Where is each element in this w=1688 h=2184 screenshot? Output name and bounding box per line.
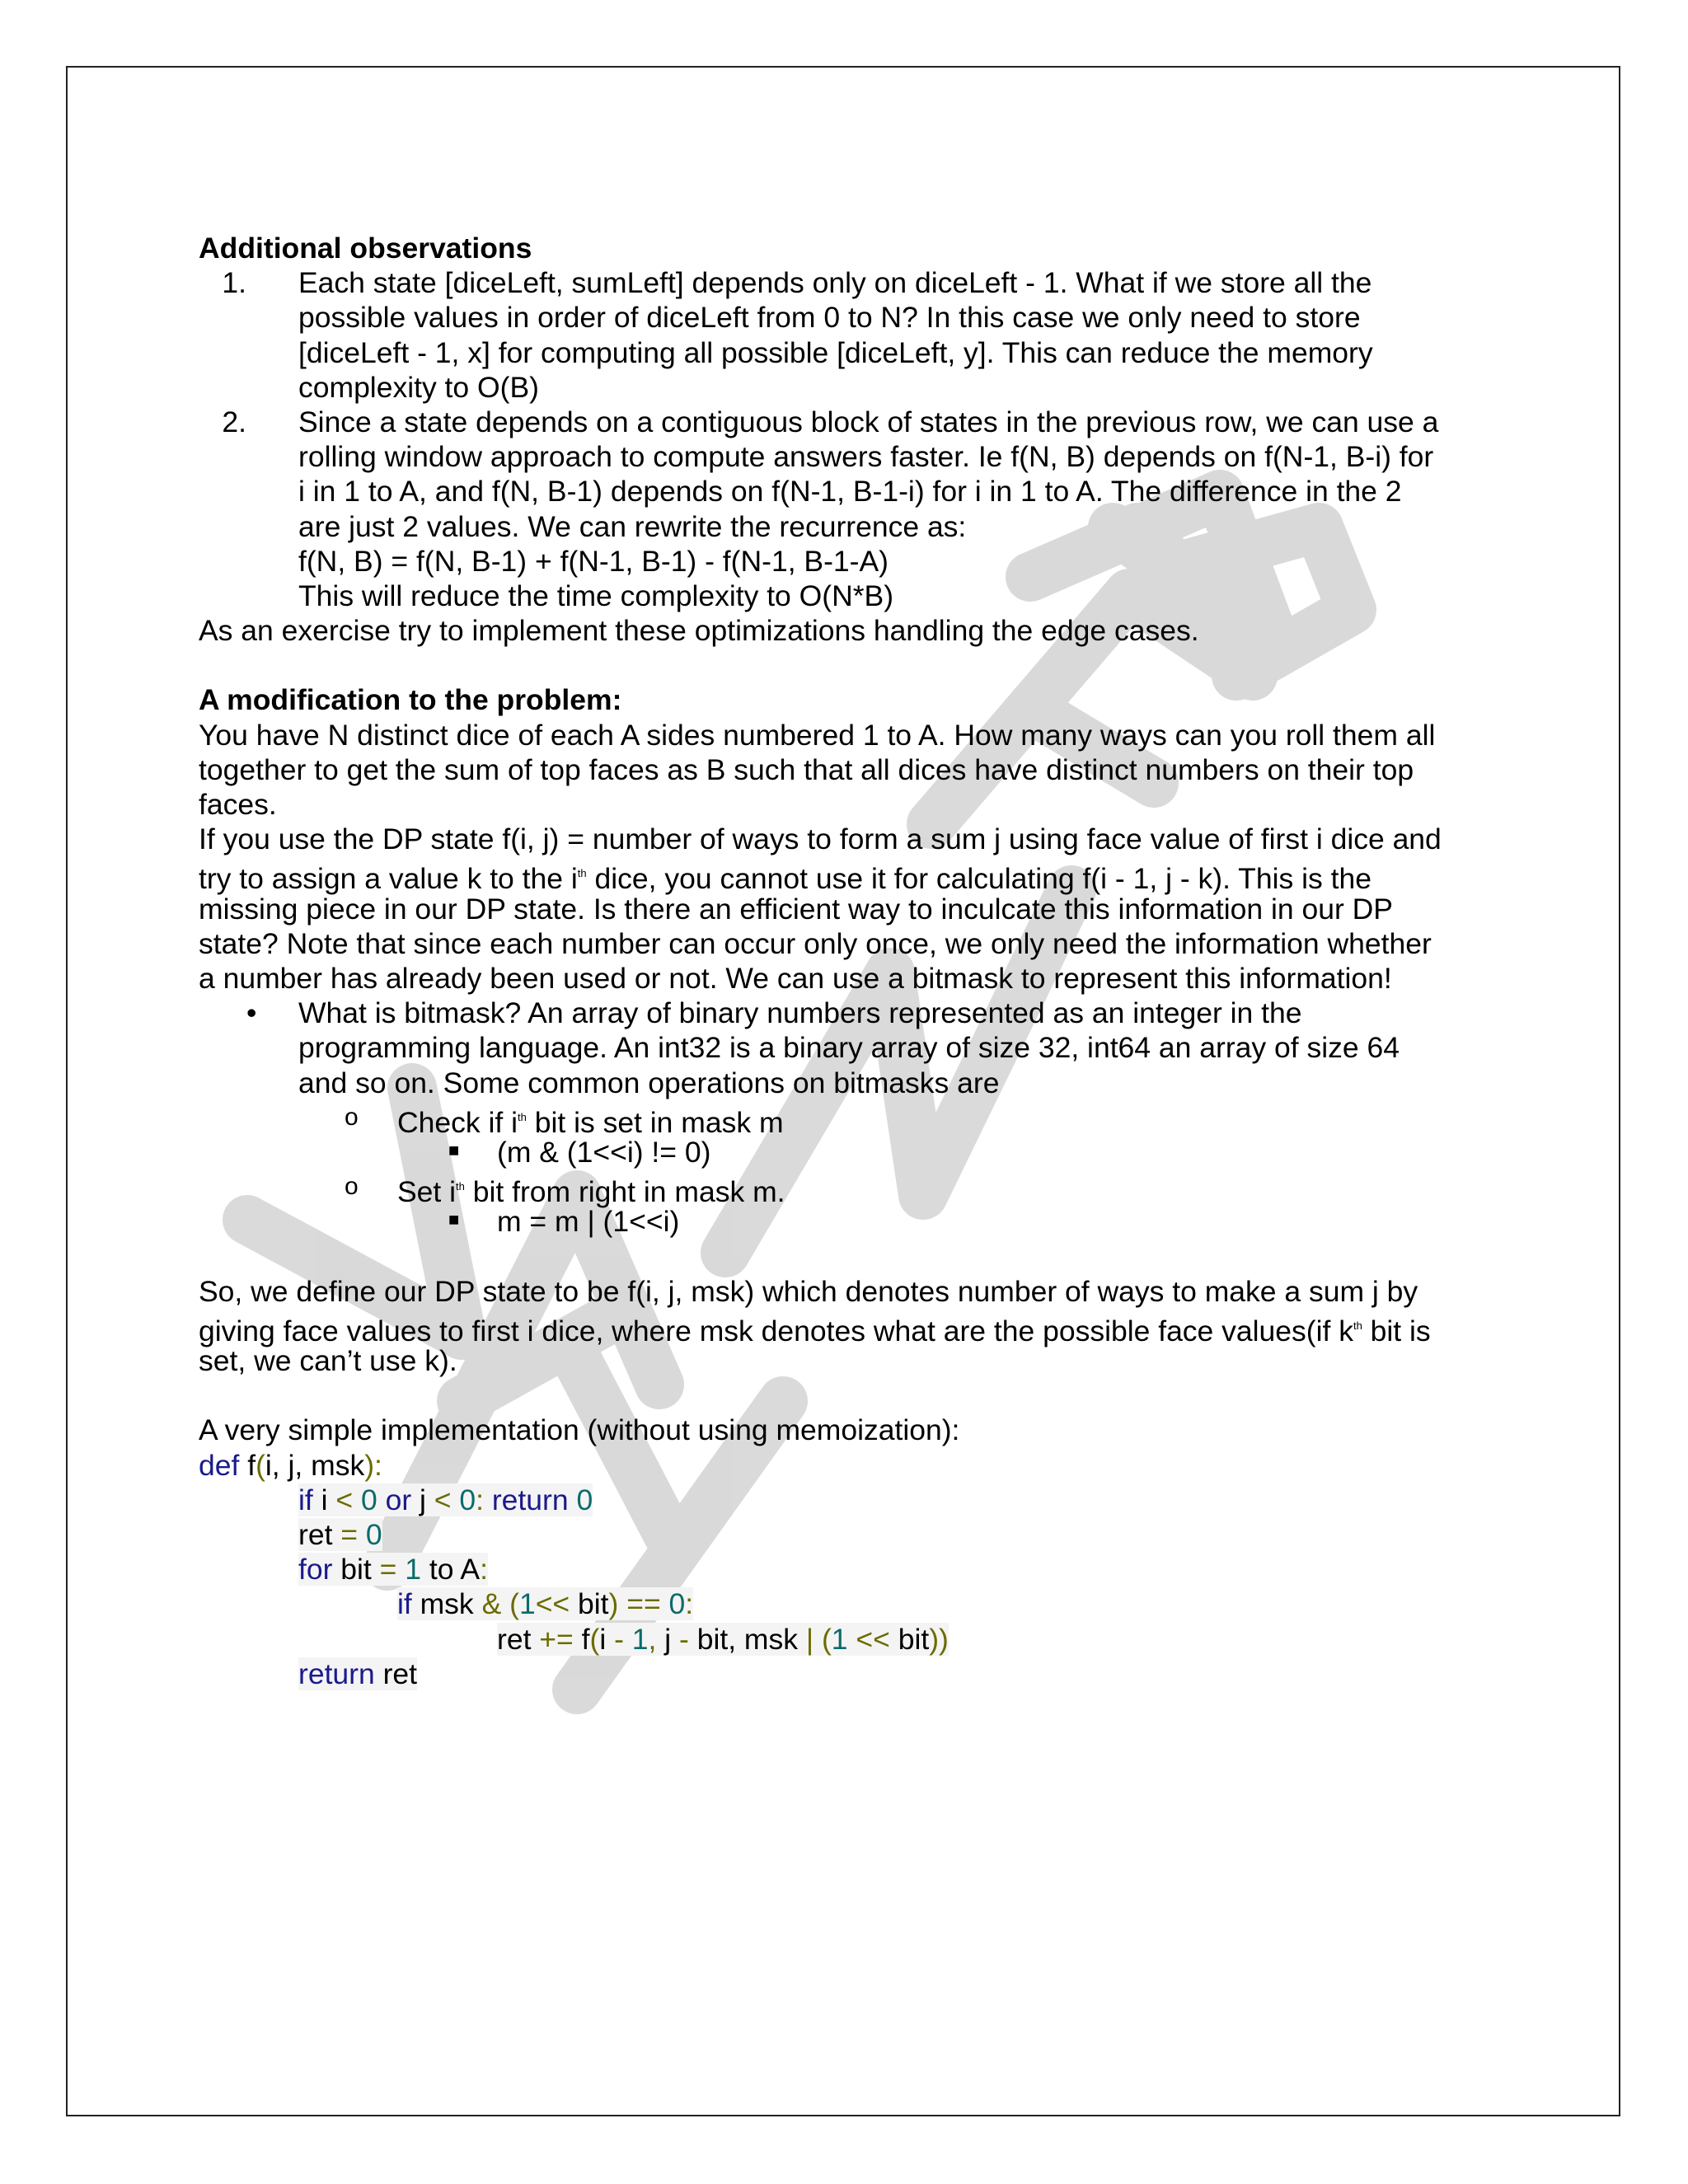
paragraph-line: together to get the sum of top faces as B such that all dices have distinct numbers on their top: [199, 752, 1414, 786]
code-line: ret += f(i - 1, j - bit, msk | (1 << bit)): [497, 1622, 949, 1656]
implementation-intro: A very simple implementation (without using memoization):: [199, 1413, 960, 1447]
list-item-text: complexity to O(B): [298, 370, 539, 404]
paragraph-line: a number has already been used or not. We can use a bitmask to represent this information!: [199, 961, 1392, 995]
list-item-2: 2. Since a state depends on a contiguous block of states in the previous row, we can use a: [199, 405, 1501, 439]
exercise-text: As an exercise try to implement these optimizations handling the edge cases.: [199, 614, 1199, 648]
section-heading-modification: A modification to the problem:: [199, 683, 622, 717]
square-bullet-icon: ■: [448, 1139, 460, 1160]
list-number: 1.: [222, 266, 246, 300]
code-line: return ret: [298, 1657, 418, 1690]
code-line: if msk & (1<< bit) == 0:: [397, 1587, 694, 1621]
code-line: ret = 0: [298, 1517, 382, 1551]
paragraph-line: You have N distinct dice of each A sides numbered 1 to A. How many ways can you roll them all: [199, 718, 1436, 752]
list-item-text: [diceLeft - 1, x] for computing all possible [diceLeft, y]. This can reduce the memory: [298, 335, 1373, 369]
list-item-text: i in 1 to A, and f(N, B-1) depends on f(N-1, B-1-i) for i in 1 to A. The difference in the 2: [298, 475, 1402, 509]
section-heading-observations: Additional observations: [199, 232, 532, 265]
paragraph-line: state? Note that since each number can occur only once, we only need the information whether: [199, 926, 1432, 960]
list-item-text: possible values in order of diceLeft from 0 to N? In this case we only need to store: [298, 301, 1361, 335]
paragraph-line: So, we define our DP state to be f(i, j, msk) which denotes number of ways to make a sum j by: [199, 1274, 1418, 1308]
paragraph-line: try to assign a value k to the $i^{th}$ dice, you cannot use it for calculating f(i - 1, j - k). This is the: [199, 862, 1372, 896]
sub-sub-bullet-item: ■ (m & (1<<i) != 0): [199, 1135, 1501, 1169]
sub-bullet-item: o Set $i^{th}$ bit from right in mask m.: [199, 1169, 1501, 1204]
code-line: def f(i, j, msk):: [199, 1448, 382, 1482]
list-item-text: are just 2 values. We can rewrite the recurrence as:: [298, 509, 967, 543]
circle-bullet-icon: o: [345, 1173, 359, 1201]
list-number: 2.: [222, 405, 246, 438]
bullet-text: programming language. An int32 is a binary array of size 32, int64 an array of size 64: [298, 1031, 1400, 1065]
recurrence-formula: f(N, B) = f(N, B-1) + f(N-1, B-1) - f(N-1, B-1-A): [298, 544, 889, 578]
list-item-text: rolling window approach to compute answers faster. Ie f(N, B) depends on f(N-1, B-i) for: [298, 440, 1434, 474]
paragraph-line: If you use the DP state f(i, j) = number of ways to form a sum j using face value of first i dice and: [199, 823, 1442, 856]
list-item-text: This will reduce the time complexity to O(N*B): [298, 579, 894, 612]
sub-sub-bullet-item: ■ m = m | (1<<i): [199, 1204, 1501, 1239]
circle-bullet-icon: o: [345, 1103, 359, 1131]
paragraph-line: missing piece in our DP state. Is there an efficient way to inculcate this information in our DP: [199, 892, 1393, 926]
paragraph-line: giving face values to first i dice, where msk denotes what are the possible face values(if $k^{th}$ bit is: [199, 1314, 1431, 1347]
bullet-icon: •: [246, 996, 257, 1030]
sub-bullet-item: o Check if $i^{th}$ bit is set in mask m: [199, 1100, 1501, 1135]
list-item-1: 1. Each state [diceLeft, sumLeft] depends only on diceLeft - 1. What if we store all the: [199, 265, 1501, 300]
paragraph-line: set, we can’t use k).: [199, 1344, 457, 1377]
code-line: if i < 0 or j < 0: return 0: [298, 1483, 593, 1516]
code-block: [199, 1448, 1501, 1691]
code-line: for bit = 1 to A:: [298, 1553, 488, 1586]
paragraph-line: faces.: [199, 788, 277, 821]
document-body: [199, 231, 1501, 1691]
bullet-text: and so on. Some common operations on bitmasks are: [298, 1066, 1000, 1099]
bullet-item: • What is bitmask? An array of binary numbers represented as an integer in the: [246, 996, 1302, 1030]
square-bullet-icon: ■: [448, 1209, 460, 1230]
